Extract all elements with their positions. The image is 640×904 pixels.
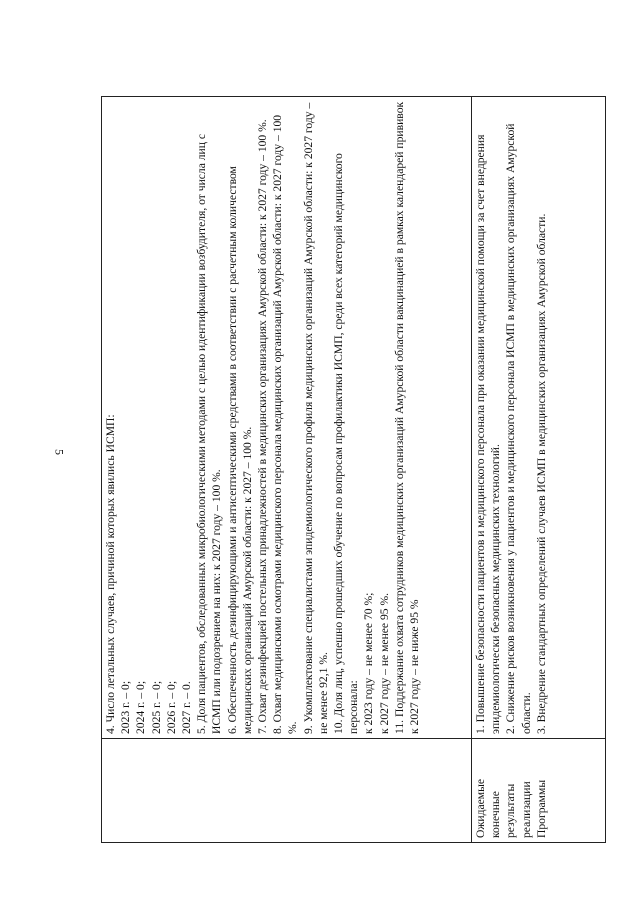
list-item: 5. Доля пациентов, обследованных микробиологическими методами с целью идентификации возбудителя, от числа лиц с ИСМП или подозрением на них: к 2027 году – 100 %. — [195, 134, 224, 734]
list-item: к 2027 году – не менее 95 %. — [377, 592, 391, 734]
list-item: 6. Обеспеченность дезинфицирующими и антисептическими средствами в соответствии с расчетным количеством медицинских организаций Амурской области: к 2027 – 100 %. — [225, 166, 254, 734]
row-label-cell — [102, 739, 472, 843]
list-item: 2024 г. – 0; — [134, 680, 148, 734]
page-number: 5 — [52, 449, 67, 455]
list-item: 2. Снижение рисков возникновения у пациентов и медицинского персонала ИСМП в медицинских организациях Амурской области. — [504, 123, 533, 734]
results-cell — [472, 97, 606, 739]
list-item: 2023 г. – 0; — [119, 680, 133, 734]
table-row — [102, 97, 472, 843]
rotated-page-content — [101, 97, 605, 843]
program-table — [101, 96, 606, 843]
list-item: 10. Доля лиц, успешно прошедших обучение по вопросам профилактики ИСМП, среди всех категорий медицинского персонала: — [332, 153, 361, 734]
row-label-cell: Ожидаемые конечные результаты реализации Программы — [472, 739, 606, 843]
list-item: 1. Повышение безопасности пациентов и медицинского персонала при оказании медицинской помощи за счет внедрения эпидемиологически безопасных медицинских технологий. — [474, 134, 503, 734]
list-item: 3. Внедрение стандартных определений случаев ИСМП в медицинских организациях Амурской области. — [534, 213, 548, 734]
list-item: 8. Охват медицинскими осмотрами медицинского персонала медицинских организаций Амурской области: к 2027 году – 100 %. — [271, 114, 300, 734]
indicators-cell — [102, 97, 472, 739]
list-item: 2027 г. – 0. — [180, 681, 194, 734]
list-item: 11. Поддержание охвата сотрудников медицинских организаций Амурской области вакцинацией в рамках календарей прививок к 2027 году – не ниже 95 % — [392, 101, 422, 734]
list-item: 2025 г. – 0; — [149, 680, 163, 734]
list-item: 9. Укомплектование специалистами эпидемиологического профиля медицинских организаций Амурской области: к 2027 году – не менее 92,1 %. — [301, 102, 330, 734]
list-item: к 2023 году – не менее 70 %; — [362, 592, 376, 734]
list-item: 2026 г. – 0; — [164, 680, 178, 734]
table-row — [472, 97, 606, 843]
list-item: 4. Число летальных случаев, причиной которых явились ИСМП: — [104, 414, 117, 734]
list-item: 7. Охват дезинфекцией постельных принадлежностей в медицинских организациях Амурской области: к 2027 году – 100 %. — [256, 119, 270, 734]
